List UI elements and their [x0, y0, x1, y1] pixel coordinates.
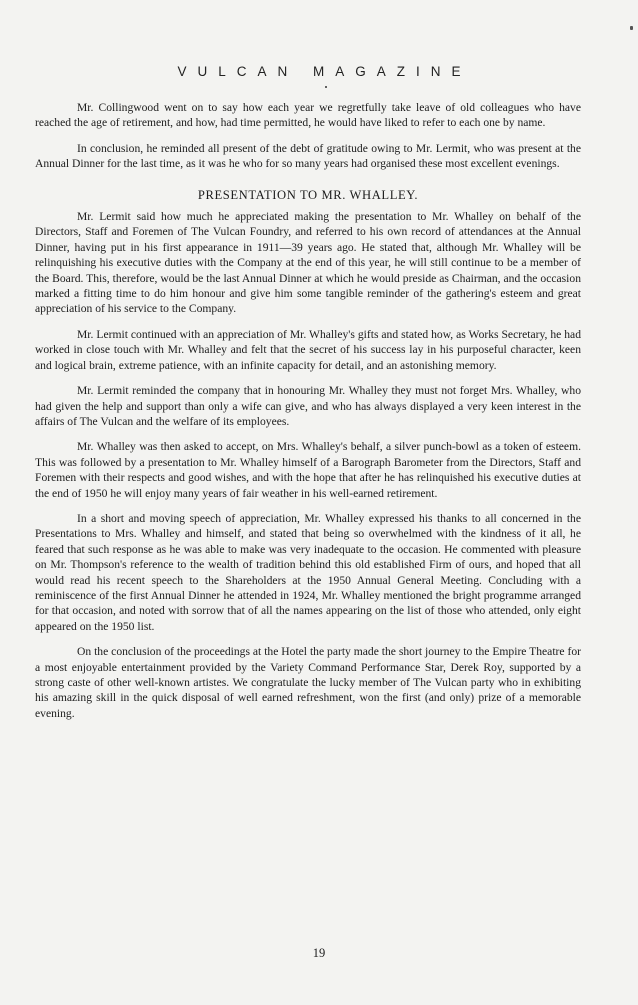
paragraph-lermit-appreciation: Mr. Lermit continued with an appreciation of Mr. Whalley's gifts and stated how, as Works Secretary, he had worked in close touch with Mr. Whalley and felt that the secret of his success lay in his purposeful character, keen and logical brain, extreme patience, with an infinite capacity for detail, and an astonishing memory.	[35, 327, 581, 372]
paragraph-whalley-speech: In a short and moving speech of appreciation, Mr. Whalley expressed his thanks to all concerned in the Presentations to Mrs. Whalley and himself, and stated that being so overwhelmed with the kindness of it all, he feared that such response as he was able to make was very inadequate to the occasion. He commented with pleasure on Mr. Thompson's reference to the wealth of tradition behind this old established Firm of ours, and hoped that all would read his recent speech to the Shareholders at the 1950 Annual General Meeting. Concluding with a reminiscence of the first Annual Dinner he attended in 1924, Mr. Whalley mentioned the bright programme arranged for that occasion, and noted with sorrow that of all the names appearing on the list of those who attended, only eight appeared on the 1950 list.	[35, 511, 581, 633]
page-number: 19	[312, 946, 326, 960]
section-heading: PRESENTATION TO MR. WHALLEY.	[197, 187, 419, 202]
decorative-dot	[325, 86, 327, 88]
paragraph-lermit-presentation: Mr. Lermit said how much he appreciated making the presentation to Mr. Whalley on behalf of the Directors, Staff and Foremen of The Vulcan Foundry, and referred to his own record of attendances at the Annual Dinner, having put in his first appearance in 1911—39 years ago. He stated that, although Mr. Whalley will be relinquishing his executive duties with the Company at the end of this year, he will still continue to be a member of the Board. This, therefore, would be the last Annual Dinner at which he would preside as Chairman, and the occasion marked a fitting time to do him honour and give him some tangible reminder of the gathering's esteem and great appreciation of his service to the Company.	[35, 210, 581, 316]
paragraph-conclusion: In conclusion, he reminded all present of the debt of gratitude owing to Mr. Lermit, who was present at the Annual Dinner for the last time, as it was he who for so many years had organised these most excellent evenings.	[35, 141, 581, 171]
paragraph-empire-theatre: On the conclusion of the proceedings at the Hotel the party made the short journey to the Empire Theatre for a most enjoyable entertainment provided by the Variety Command Performance Star, Derek Roy, supported by a strong caste of other well-known artistes. We congratulate the lucky member of The Vulcan party who in exhibiting his amazing skill in the quick disposal of well earned refreshment, won the first (and only) prize of a memorable evening.	[35, 645, 581, 720]
running-head: VULCAN MAGAZINE	[177, 64, 472, 79]
paragraph-collingwood: Mr. Collingwood went on to say how each year we regretfully take leave of old colleagues who have reached the age of retirement, and how, had time permitted, he would have liked to refer to each one by name.	[35, 101, 581, 130]
paragraph-mrs-whalley: Mr. Lermit reminded the company that in honouring Mr. Whalley they must not forget Mrs. Whalley, who had given the help and support than only a wife can give, and who has always displayed a very keen interest in the affairs of The Vulcan and the welfare of its employees.	[35, 384, 581, 428]
paragraph-gifts: Mr. Whalley was then asked to accept, on Mrs. Whalley's behalf, a silver punch-bowl as a token of esteem. This was followed by a presentation to Mr. Whalley himself of a Barograph Barometer from the Directors, Staff and Foremen with their respects and good wishes, and with the hope that after he has relinquished his executive duties at the end of 1950 he will enjoy many years of fair weather in his well-earned retirement.	[35, 440, 581, 500]
scan-speck	[630, 26, 633, 30]
article-body	[35, 100, 581, 721]
